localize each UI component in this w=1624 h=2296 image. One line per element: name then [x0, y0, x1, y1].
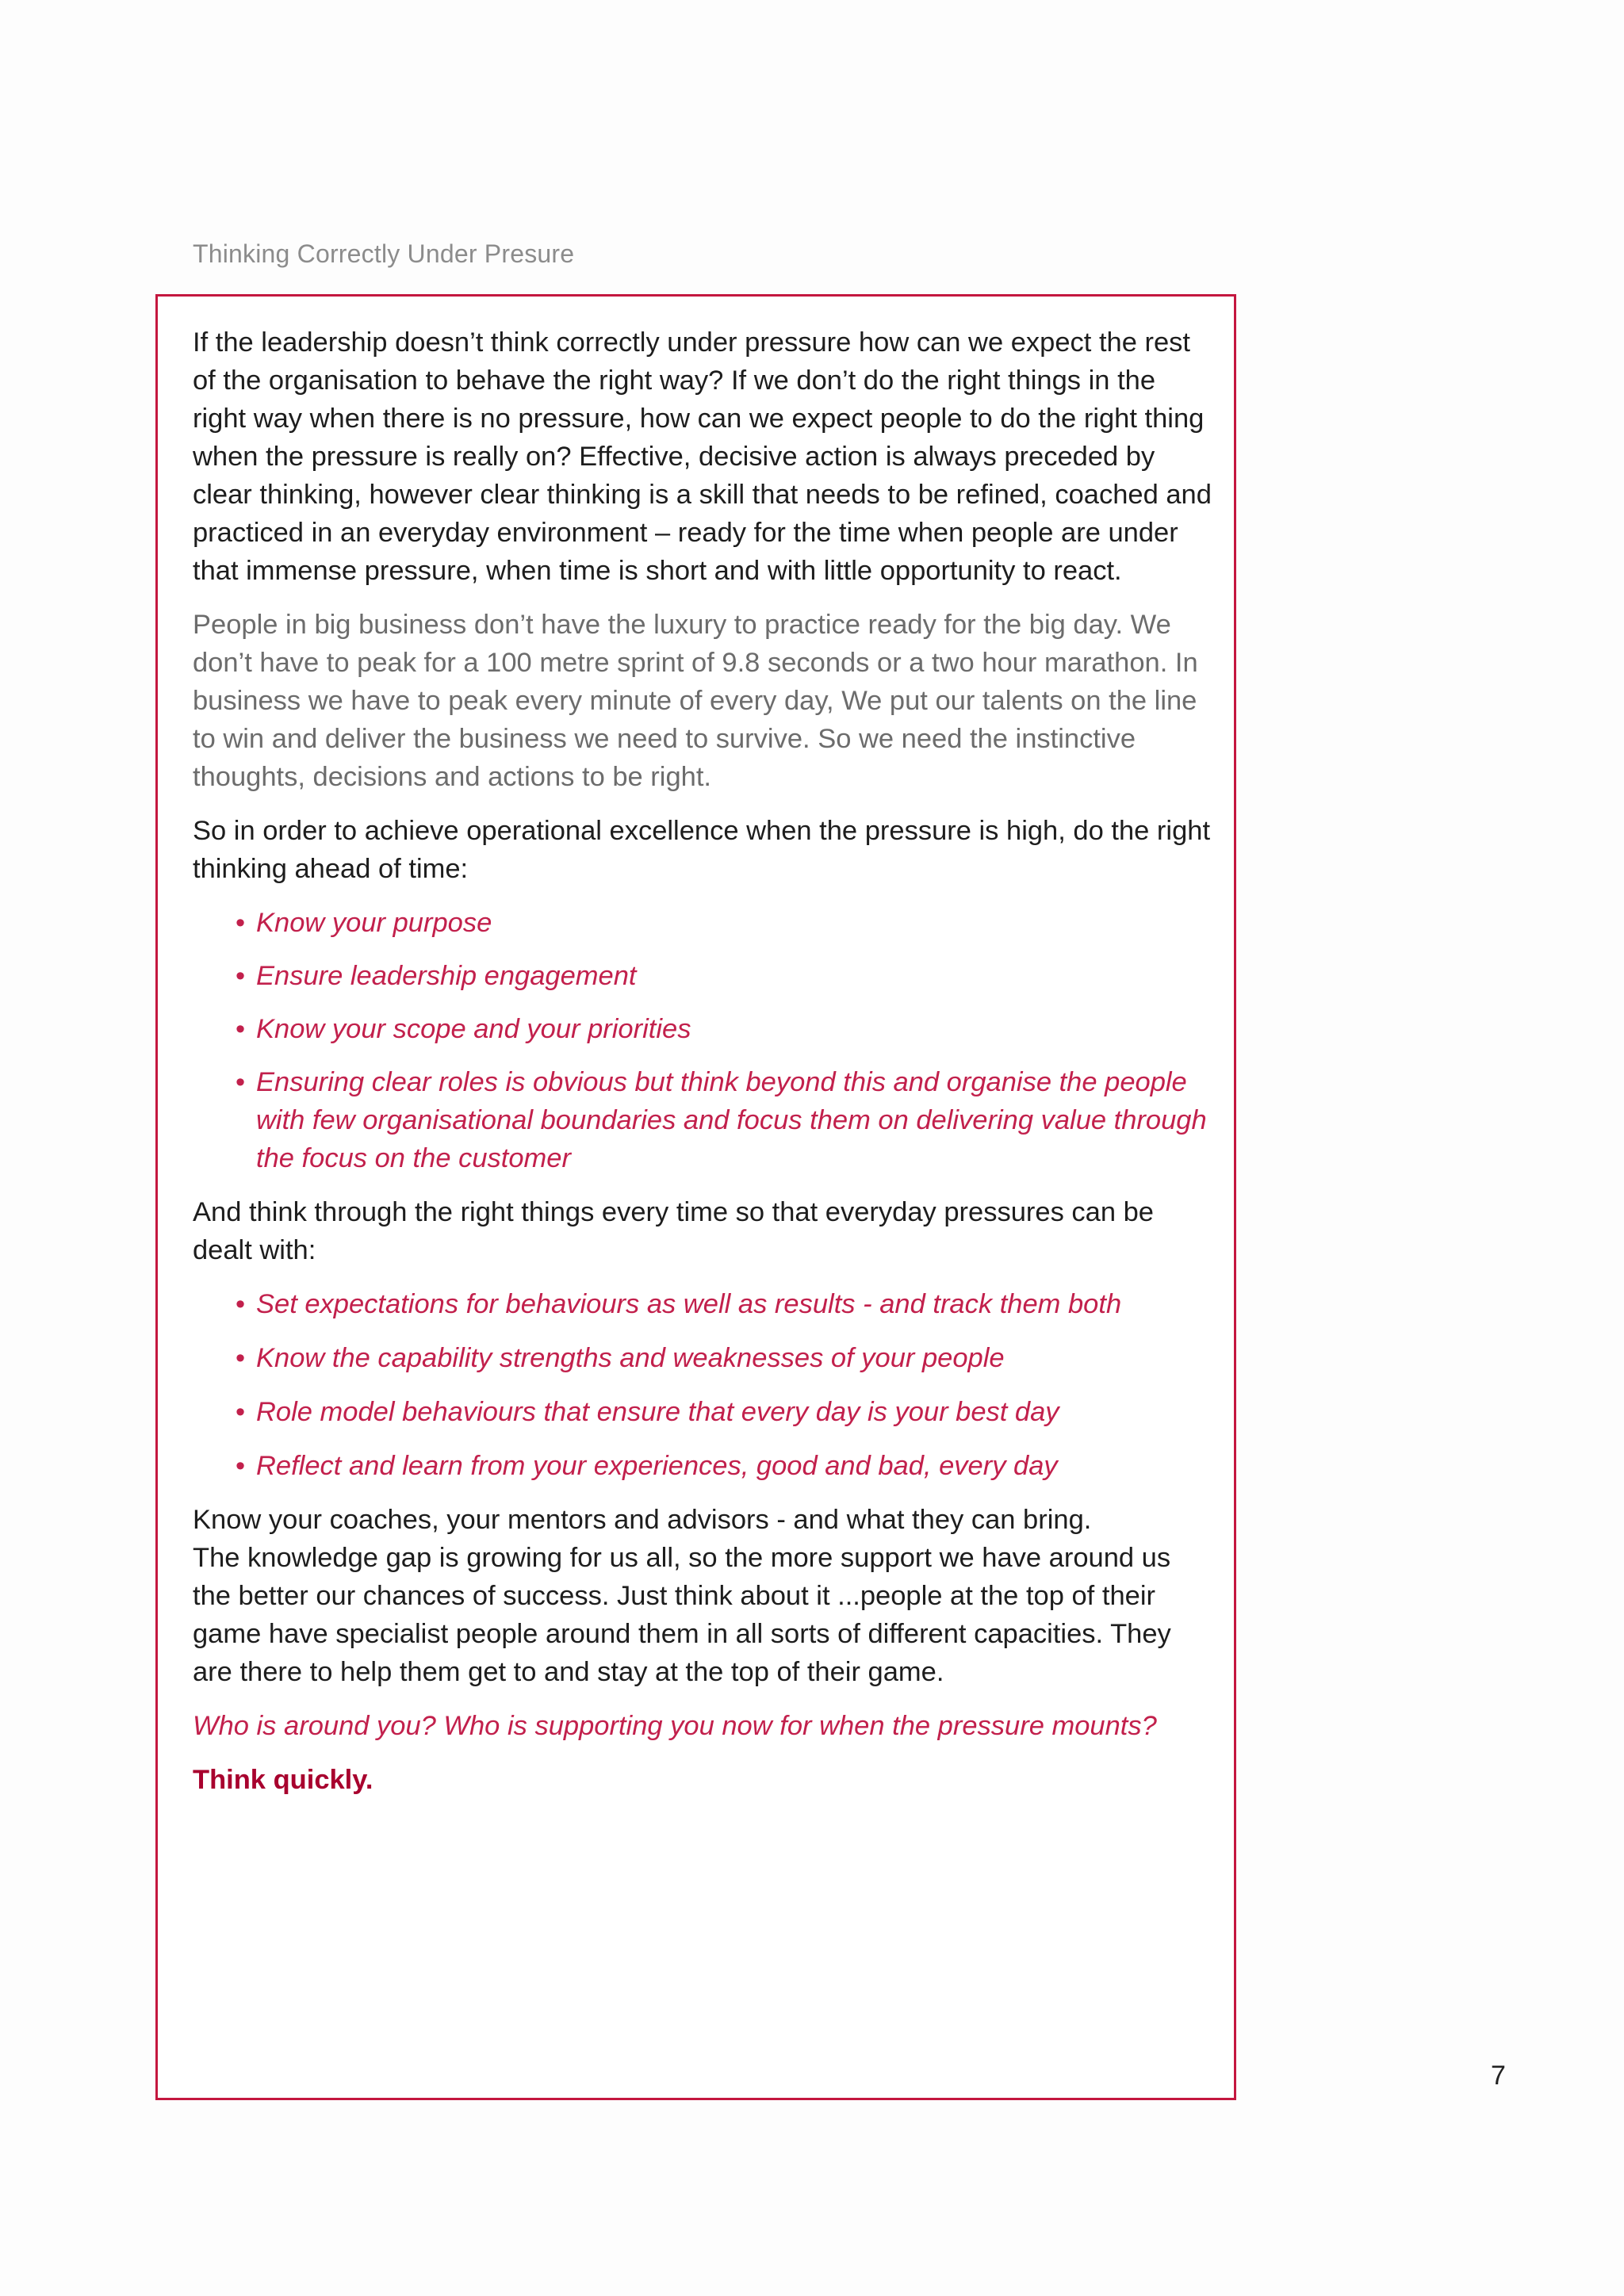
- list-item: [236, 1063, 1216, 1177]
- list-item: [236, 1339, 1216, 1377]
- paragraph-big-business: People in big business don’t have the luxury to practice ready for the big day. We don’t have to peak for a 100 metre sprint of 9.8 seconds or a two hour marathon. In business we have to peak every minute of every day, We put our talents on the line to win and deliver the business we need to survive. So we need the instinctive thoughts, decisions and actions to be right.: [193, 610, 1198, 792]
- closing-statement: Think quickly.: [193, 1765, 373, 1795]
- paragraph-everyday-pressures: And think through the right things every time so that everyday pressures can be dealt with:: [193, 1197, 1154, 1265]
- list-item: [236, 1285, 1216, 1323]
- bullet-list-thinking-ahead: [193, 904, 1216, 1177]
- list-item-text: Know your scope and your priorities: [256, 1014, 691, 1044]
- list-item-text: Set expectations for behaviours as well as results - and track them both: [256, 1289, 1122, 1319]
- paragraph-operational-excellence: So in order to achieve operational excellence when the pressure is high, do the right thinking ahead of time:: [193, 816, 1211, 884]
- paragraph-coaches-body: The knowledge gap is growing for us all, so the more support we have around us the better our chances of success. Just think about it ...people at the top of their game have specialist people around them in all sorts of different capacities. They are there to help them get to and stay at the top of their game.: [193, 1543, 1171, 1687]
- bullet-list-everyday: [193, 1285, 1216, 1485]
- list-item: [236, 957, 1216, 995]
- bullet-icon: •: [236, 961, 246, 991]
- running-header: Thinking Correctly Under Presure: [193, 239, 575, 268]
- list-item: [236, 904, 1216, 942]
- bullet-icon: •: [236, 1397, 246, 1427]
- paragraph-coaches: [193, 1501, 1216, 1691]
- list-item: [236, 1393, 1216, 1431]
- list-item-text: Ensuring clear roles is obvious but think beyond this and organise the people with few organisational boundaries and focus them on delivering value through the focus on the customer: [256, 1067, 1207, 1173]
- bullet-icon: •: [236, 908, 246, 938]
- reflection-question: Who is around you? Who is supporting you now for when the pressure mounts?: [193, 1711, 1157, 1741]
- paragraph-leadership: If the leadership doesn’t think correctly under pressure how can we expect the rest of the organisation to behave the right way? If we don’t do the right things in the right way when there is no pressure, how can we expect people to do the right thing when the pressure is really on? Effective, decisive action is always preceded by clear thinking, however clear thinking is a skill that needs to be refined, coached and practiced in an everyday environment – ready for the time when people are under that immense pressure, when time is short and with little opportunity to react.: [193, 327, 1212, 586]
- bullet-icon: •: [236, 1014, 246, 1044]
- list-item-text: Know the capability strengths and weaknesses of your people: [256, 1343, 1005, 1373]
- list-item: [236, 1447, 1216, 1485]
- list-item-text: Reflect and learn from your experiences, good and bad, every day: [256, 1451, 1058, 1481]
- paragraph-coaches-line1: Know your coaches, your mentors and advisors - and what they can bring.: [193, 1505, 1092, 1535]
- bullet-icon: •: [236, 1067, 246, 1097]
- bullet-icon: •: [236, 1451, 246, 1481]
- page-number: 7: [1491, 2061, 1506, 2091]
- list-item-text: Role model behaviours that ensure that every day is your best day: [256, 1397, 1059, 1427]
- page-content: [193, 323, 1216, 1815]
- list-item: [236, 1010, 1216, 1048]
- bullet-icon: •: [236, 1343, 246, 1373]
- list-item-text: Know your purpose: [256, 908, 492, 938]
- list-item-text: Ensure leadership engagement: [256, 961, 637, 991]
- bullet-icon: •: [236, 1289, 246, 1319]
